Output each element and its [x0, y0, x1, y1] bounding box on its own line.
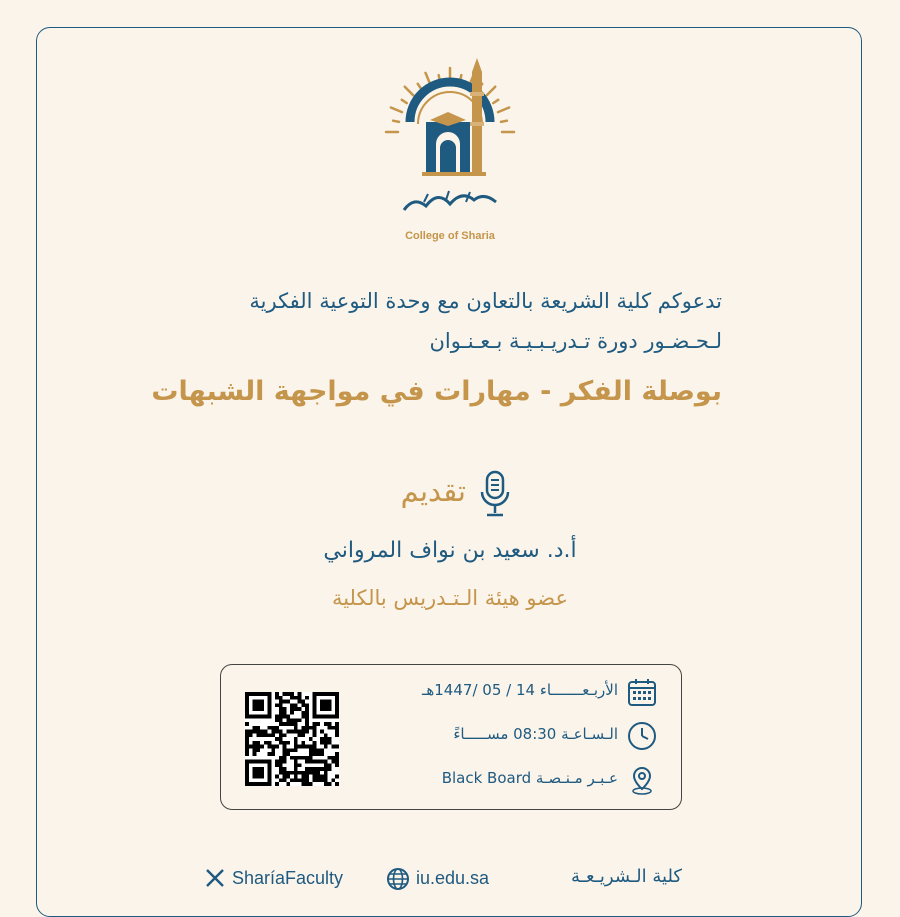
- event-time-row: [350, 718, 658, 754]
- footer-college-name: [540, 866, 682, 892]
- course-title: بوصلة الفكر - مهارات في مواجهة الشبهات: [151, 376, 722, 407]
- event-date: الأربـعـــــــاء 14 / 05 /1447هـ: [421, 681, 618, 699]
- footer-website[interactable]: [386, 866, 516, 892]
- logo-caption: College of Sharia: [405, 230, 495, 242]
- presenter-heading: [0, 470, 900, 518]
- website-url[interactable]: iu.edu.sa: [416, 868, 490, 888]
- x-logo-icon: [204, 867, 226, 889]
- clock-icon: [626, 720, 658, 752]
- globe-icon: [386, 867, 410, 891]
- twitter-handle[interactable]: SharíaFaculty: [232, 868, 344, 888]
- invitation-line-2: لـحـضـور دورة تـدريـبـيـة بـعـنـوان: [429, 329, 722, 353]
- microphone-icon: [478, 470, 512, 518]
- event-date-row: [350, 674, 658, 710]
- event-time: الـسـاعـة 08:30 مســـــاءً: [453, 725, 618, 743]
- location-pin-icon: [626, 764, 658, 796]
- calendar-icon: [626, 676, 658, 708]
- college-name: كلية الـشريـعـة: [571, 866, 682, 887]
- invitation-line-1: تدعوكم كلية الشريعة بالتعاون مع وحدة التوعية الفكرية: [249, 289, 722, 313]
- footer-twitter[interactable]: [204, 866, 364, 892]
- presenter-label: تقديم: [400, 474, 466, 508]
- presenter-name: أ.د. سعيد بن نواف المرواني: [323, 538, 577, 563]
- event-platform: عـبـر مـنـصـة Black Board: [441, 769, 618, 787]
- event-platform-row: [350, 762, 658, 798]
- presenter-role: عضو هيئة الـتـدريس بالكلية: [331, 586, 569, 610]
- college-logo-emblem: [384, 52, 516, 222]
- qr-code-icon[interactable]: [245, 692, 339, 786]
